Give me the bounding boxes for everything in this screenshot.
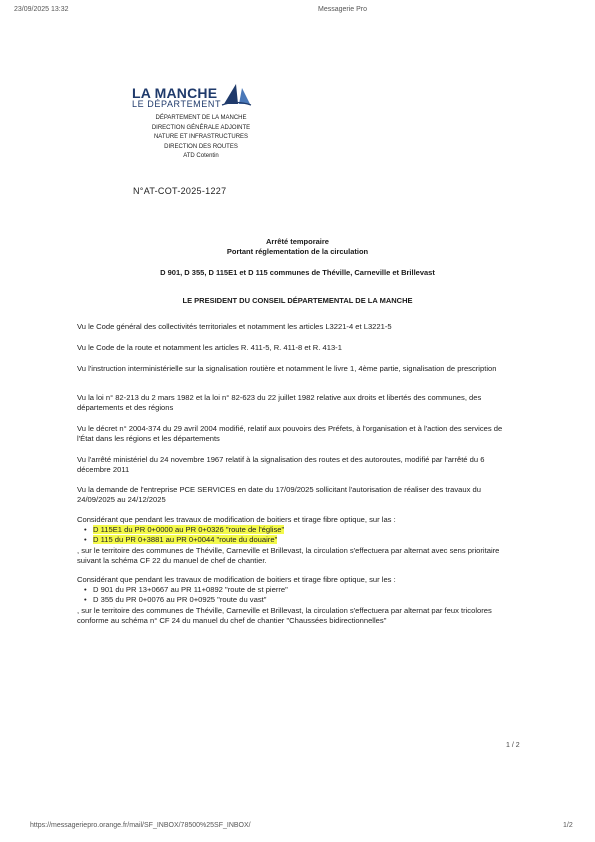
visa-paragraph: Vu le Code général des collectivités territoriales et notamment les articles L3221-4 et L3221-5 [77, 322, 392, 331]
org-line: ATD Cotentin [183, 153, 219, 160]
org-line: DÉPARTEMENT DE LA MANCHE [155, 115, 247, 121]
decree-reference: N°AT-COT-2025-1227 [133, 186, 227, 196]
list-item: • D 355 du PR 0+0076 au PR 0+0925 "route du vast" [93, 595, 517, 605]
considerant-block-1 [77, 515, 517, 566]
list-item: • D 901 du PR 13+0667 au PR 11+0892 "route de st pierre" [93, 585, 517, 595]
logo-main-text: LA MANCHE [132, 85, 218, 101]
considerant-intro: Considérant que pendant les travaux de modification de boitiers et tirage fibre optique, sur les : [77, 575, 396, 584]
considerant-block-2 [77, 575, 517, 626]
la-manche-logo [132, 86, 262, 109]
visa-paragraph: Vu la demande de l'entreprise PCE SERVICES en date du 17/09/2025 sollicitant l'autorisation de réaliser des travaux du 24/09/2025 au 24/12/2025 [77, 485, 481, 505]
visa-paragraph: Vu le Code de la route et notamment les articles R. 411-5, R. 411-8 et R. 413-1 [77, 343, 342, 352]
logo-sail-icon [220, 82, 252, 106]
visa-paragraph: Vu le décret n° 2004-374 du 29 avril 2004 modifié, relatif aux pouvoirs des Préfets, à l'organisation et à l'action des services de l'État dans les régions et les départements [77, 424, 503, 444]
considerant-intro: Considérant que pendant les travaux de modification de boitiers et tirage fibre optique, sur las : [77, 515, 396, 524]
org-line: NATURE ET INFRASTRUCTURES [153, 134, 249, 141]
print-datetime: 23/09/2025 13:32 [14, 6, 69, 13]
print-page-count: 1/2 [563, 822, 573, 829]
president-title: LE PRESIDENT DU CONSEIL DÉPARTEMENTAL DE LA MANCHE [182, 296, 413, 305]
print-app-name: Messagerie Pro [318, 6, 368, 13]
highlighted-road-section: D 115E1 du PR 0+0000 au PR 0+0326 "route de l'église" [93, 525, 285, 535]
considerant-outro: , sur le territoire des communes de Théville, Carneville et Brillevast, la circulation s'effectuera par alternat par feux tricolores conforme au schéma n° CF 24 du manuel du chef de chantier "Chaussées bidirectionnelles" [77, 605, 492, 625]
visa-paragraph: Vu l'instruction interministérielle sur la signalisation routière et notamment le livre 1, 4ème partie, signalisation de prescription [77, 364, 497, 373]
print-url: https://messageriepro.orange.fr/mail/SF_INBOX/78500%25SF_INBOX/ [30, 822, 251, 829]
highlighted-road-section: D 115 du PR 0+3881 au PR 0+0044 "route du douaire" [93, 535, 278, 545]
organization-block [131, 114, 271, 162]
considerant-outro: , sur le territoire des communes de Théville, Carneville et Brillevast, la circulation s'effectuera par alternat avec sens prioritaire suivant la schéma CF 22 du manuel de chef de chantier. [77, 545, 500, 565]
title-line-2: Portant réglementation de la circulation [226, 247, 369, 256]
org-line: DIRECTION GÉNÉRALE ADJOINTE [151, 124, 251, 131]
document-page-number: 1 / 2 [506, 742, 520, 749]
road-section-list [77, 525, 517, 545]
org-line: DIRECTION DES ROUTES [164, 143, 238, 150]
visa-paragraph: Vu l'arrêté ministériel du 24 novembre 1967 relatif à la signalisation des routes et des autoroutes, modifié par l'arrêté du 6 décembre 2011 [77, 455, 485, 475]
visa-paragraph: Vu la loi n° 82-213 du 2 mars 1982 et la loi n° 82-623 du 22 juillet 1982 relative aux droits et libertés des communes, des départements et des régions [77, 393, 482, 413]
title-line-1: Arrêté temporaire [266, 237, 329, 246]
road-section-list [77, 585, 517, 605]
roads-title: D 901, D 355, D 115E1 et D 115 communes de Théville, Carneville et Brillevast [160, 268, 435, 277]
list-item [93, 535, 517, 545]
logo-sub-text: LE DÉPARTEMENT [132, 99, 222, 109]
list-item [93, 525, 517, 535]
